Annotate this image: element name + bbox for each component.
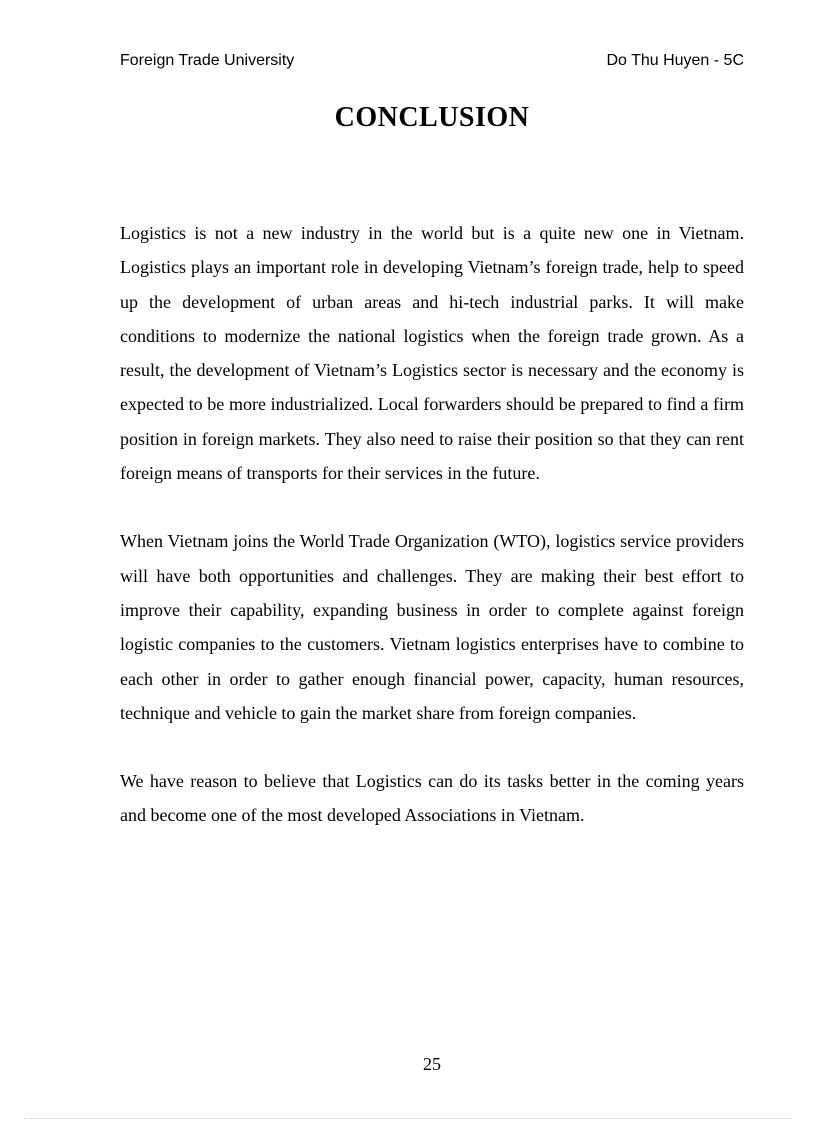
- paragraph-2: When Vietnam joins the World Trade Organization (WTO), logistics service providers will have both opportunities and challenges. They are making their best effort to improve their capability, expanding business in order to complete against foreign logistic companies to the customers. Vietnam logistics enterprises have to combine to each other in order to gather enough financial power, capacity, human resources, technique and vehicle to gain the market share from foreign companies.: [120, 531, 744, 723]
- header-author: Do Thu Huyen - 5C: [606, 52, 744, 69]
- conclusion-body: [120, 216, 744, 867]
- page-bottom-divider: [24, 1118, 792, 1119]
- paragraph-3: We have reason to believe that Logistics can do its tasks better in the coming years and become one of the most developed Associations in Vietnam.: [120, 771, 744, 826]
- paragraph-1: Logistics is not a new industry in the world but is a quite new one in Vietnam. Logistics plays an important role in developing Vietnam’s foreign trade, help to speed up the development of urban areas and hi-tech industrial parks. It will make conditions to modernize the national logistics when the foreign trade grown. As a result, the development of Vietnam’s Logistics sector is necessary and the economy is expected to be more industrialized. Local forwarders should be prepared to find a firm position in foreign markets. They also need to raise their position so that they can rent foreign means of transports for their services in the future.: [120, 223, 744, 484]
- page-number: 25: [423, 1054, 441, 1074]
- header-university: Foreign Trade University: [120, 52, 295, 69]
- page-title: CONCLUSION: [334, 102, 530, 133]
